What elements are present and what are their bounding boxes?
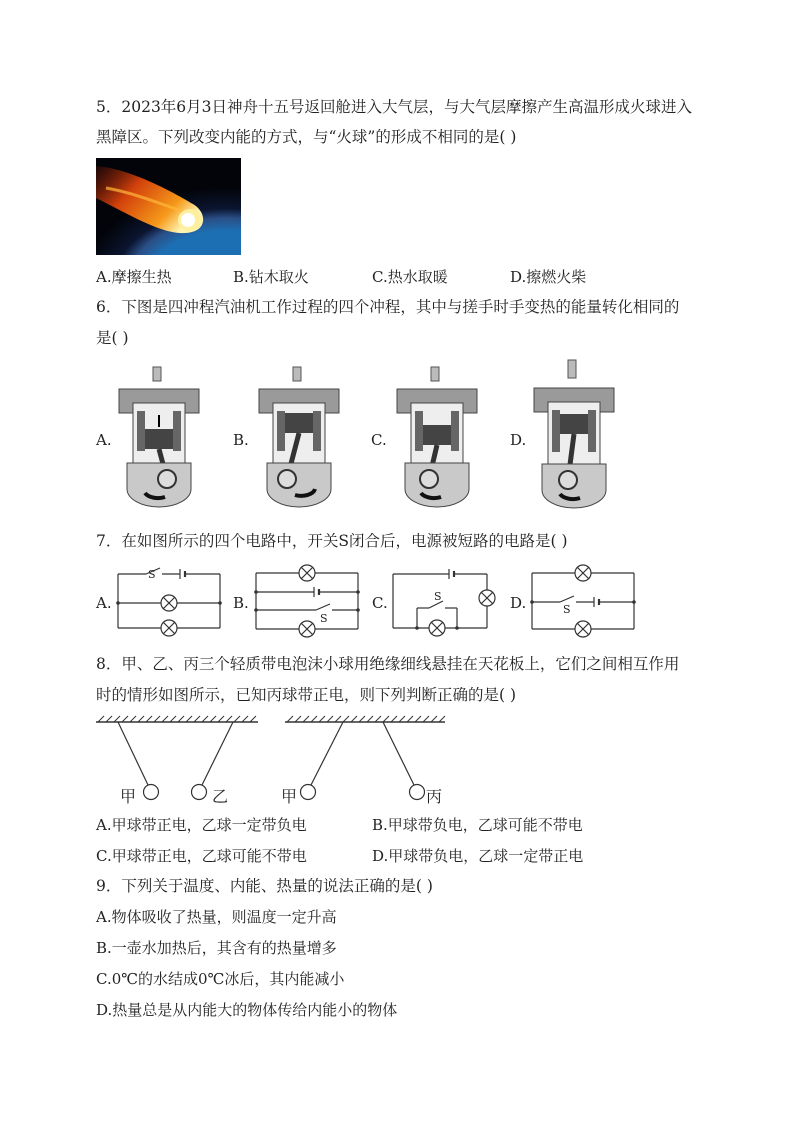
q9-option-d: D.热量总是从内能大的物体传给内能小的物体 bbox=[96, 1001, 398, 1019]
q6-stem-line2: 是( ) bbox=[96, 329, 129, 347]
engine-diagram-d bbox=[530, 360, 618, 508]
q7-switch-label-c: S bbox=[434, 590, 442, 603]
q8-ball-label-bing: 丙 bbox=[426, 787, 443, 806]
q7-switch-label-a: S bbox=[148, 568, 156, 581]
q6-label-c: C. bbox=[371, 431, 387, 449]
q7-stem-line1: 7．在如图所示的四个电路中，开关S闭合后，电源被短路的电路是( ) bbox=[96, 532, 568, 550]
q6-stem-line1: 6．下图是四冲程汽油机工作过程的四个冲程，其中与搓手时手变热的能量转化相同的 bbox=[96, 298, 680, 316]
engine-diagram-b bbox=[255, 367, 343, 507]
q8-ball-label-jia-2: 甲 bbox=[281, 787, 298, 806]
q9-option-b: B.一壶水加热后，其含有的热量增多 bbox=[96, 939, 337, 957]
q7-label-a: A. bbox=[96, 594, 112, 612]
q5-option-c: C.热水取暖 bbox=[372, 268, 448, 286]
q6-label-a: A. bbox=[96, 431, 112, 449]
q8-ball-label-yi: 乙 bbox=[212, 787, 229, 806]
q8-option-b: B.甲球带负电，乙球可能不带电 bbox=[372, 816, 583, 834]
q8-stem-line2: 时的情形如图所示，已知丙球带正电，则下列判断正确的是( ) bbox=[96, 686, 517, 704]
q8-option-d: D.甲球带负电，乙球一定带正电 bbox=[372, 847, 584, 865]
fireball-image bbox=[96, 158, 241, 255]
circuit-diagram-c bbox=[391, 568, 499, 634]
q7-label-b: B. bbox=[233, 594, 249, 612]
q7-label-c: C. bbox=[372, 594, 388, 612]
circuit-diagram-a bbox=[116, 568, 222, 634]
q6-label-b: B. bbox=[233, 431, 249, 449]
q8-option-c: C.甲球带正电，乙球可能不带电 bbox=[96, 847, 307, 865]
q8-option-a: A.甲球带正电，乙球一定带负电 bbox=[96, 816, 307, 834]
q9-option-a: A.物体吸收了热量，则温度一定升高 bbox=[96, 908, 337, 926]
q5-option-b: B.钻木取火 bbox=[233, 268, 309, 286]
engine-diagram-c bbox=[393, 367, 481, 507]
circuit-diagram-d bbox=[530, 565, 636, 635]
q5-stem-line2: 黑障区。下列改变内能的方式，与“火球”的形成不相同的是( ) bbox=[96, 128, 517, 146]
q6-label-d: D. bbox=[510, 431, 527, 449]
q9-stem-line1: 9．下列关于温度、内能、热量的说法正确的是( ) bbox=[96, 877, 433, 895]
q5-option-d: D.擦燃火柴 bbox=[510, 268, 587, 286]
q9-option-c: C.0℃的水结成0℃冰后，其内能减小 bbox=[96, 970, 345, 988]
q5-stem-line1: 5．2023年6月3日神舟十五号返回舱进入大气层，与大气层摩擦产生高温形成火球进入 bbox=[96, 98, 693, 116]
q7-switch-label-d: S bbox=[563, 603, 571, 616]
ceiling-ball-diagram-2 bbox=[283, 714, 448, 806]
q8-stem-line1: 8．甲、乙、丙三个轻质带电泡沫小球用绝缘细线悬挂在天花板上，它们之间相互作用 bbox=[96, 655, 680, 673]
engine-diagram-a bbox=[115, 367, 203, 507]
q7-switch-label-b: S bbox=[320, 612, 328, 625]
q5-option-a: A.摩擦生热 bbox=[96, 268, 172, 286]
q7-label-d: D. bbox=[510, 594, 527, 612]
circuit-diagram-b bbox=[254, 565, 360, 635]
q8-ball-label-jia-1: 甲 bbox=[120, 787, 137, 806]
